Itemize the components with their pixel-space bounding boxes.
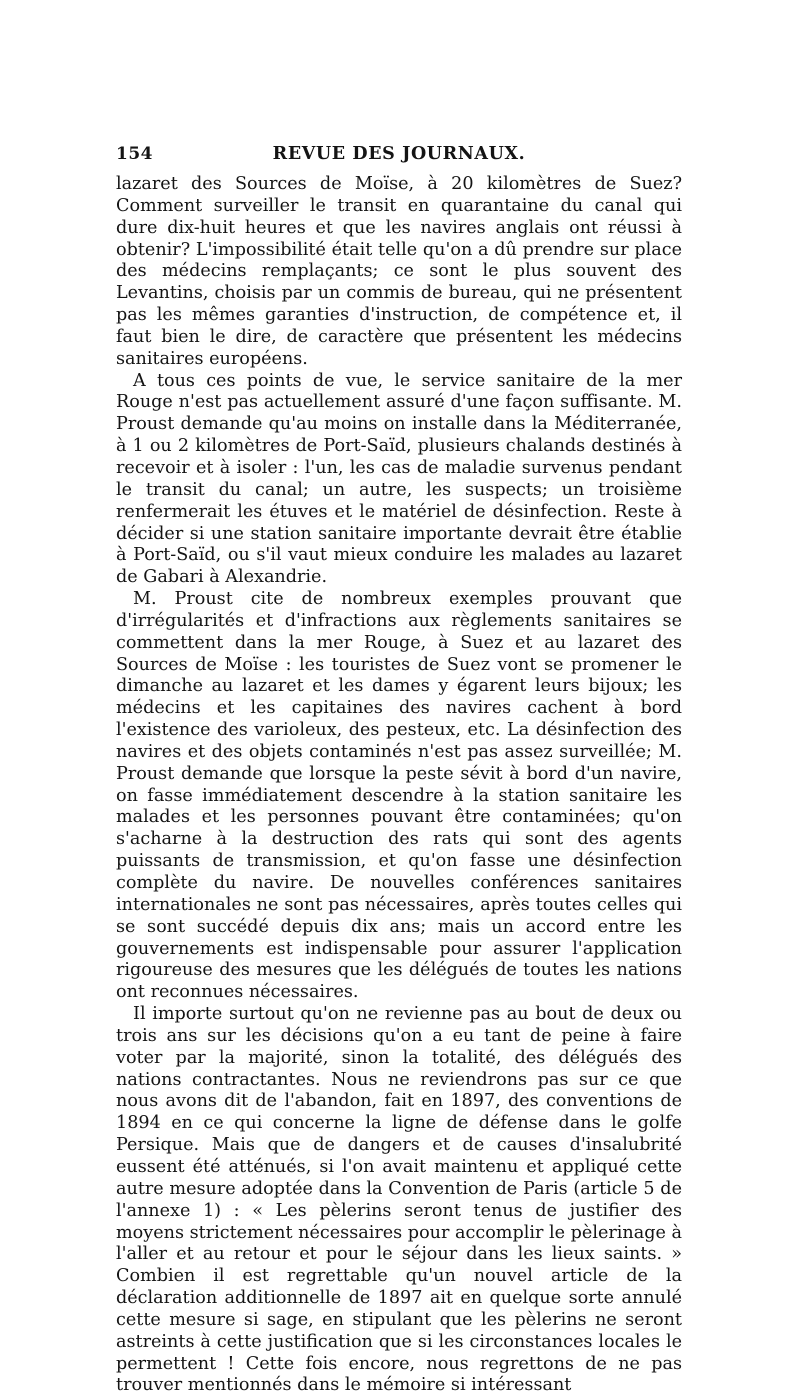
paragraph: M. Proust cite de nombreux exemples prouvant que d'irrégularités et d'infractions aux règlements sanitaires se commettent dans la mer Rouge, à Suez et au lazaret des Sources de Moïse : les touristes de Suez vont se promener le dimanche au lazaret et les dames y égarent leurs bijoux; les médecins et les capitaines des navires cachent à bord l'existence des varioleux, des pesteux, etc. La désinfection des navires et des objets contaminés n'est pas assez surveillée; M. Proust demande que lorsque la peste sévit à bord d'un navire, on fasse immédiatement descendre à la station sanitaire les malades et les personnes pouvant être contaminées; qu'on s'acharne à la destruction des rats qui sont des agents puissants de transmission, et qu'on fasse une désinfection complète du navire. De nouvelles conférences sanitaires internationales ne sont pas nécessaires, après toutes celles qui se sont succédé depuis dix ans; mais un accord entre les gouvernements est indispensable pour assurer l'application rigoureuse des mesures que les délégués de toutes les nations ont reconnues nécessaires.	[116, 589, 682, 1003]
paragraph: Il importe surtout qu'on ne revienne pas au bout de deux ou trois ans sur les décisions qu'on a eu tant de peine à faire voter par la majorité, sinon la totalité, des délégués des nations contractantes. Nous ne reviendrons pas sur ce que nous avons dit de l'abandon, fait en 1897, des conventions de 1894 en ce qui concerne la ligne de défense dans le golfe Persique. Mais que de dangers et de causes d'insalubrité eussent été atténués, si l'on avait maintenu et appliqué cette autre mesure adoptée dans la Convention de Paris (article 5 de l'annexe 1) : « Les pèlerins seront tenus de justifier des moyens strictement nécessaires pour accomplir le pèlerinage à l'aller et au retour et pour le séjour dans les lieux saints. » Combien il est regrettable qu'un nouvel article de la déclaration additionnelle de 1897 ait en quelque sorte annulé cette mesure si sage, en stipulant que les pèlerins ne seront astreints à cette justification que si les circonstances locales le permettent ! Cette fois encore, nous regrettons de ne pas trouver mentionnés dans le mémoire si intéressant	[116, 1004, 682, 1396]
paragraph-continuation: lazaret des Sources de Moïse, à 20 kilomètres de Suez? Comment surveiller le transit en quarantaine du canal qui dure dix-huit heures et que les navires anglais ont réussi à obtenir? L'impossibilité était telle qu'on a dû prendre sur place des médecins remplaçants; ce sont le plus souvent des Levantins, choisis par un commis de bureau, qui ne présentent pas les mêmes garanties d'instruction, de compétence et, il faut bien le dire, de caractère que présentent les médecins sanitaires européens.	[116, 174, 682, 369]
page-number: 154	[116, 144, 153, 164]
running-title: REVUE DES JOURNAUX.	[272, 144, 526, 164]
paragraph: A tous ces points de vue, le service sanitaire de la mer Rouge n'est pas actuellement assuré d'une façon suffisante. M. Proust demande qu'au moins on installe dans la Méditerranée, à 1 ou 2 kilomètres de Port-Saïd, plusieurs chalands destinés à recevoir et à isoler : l'un, les cas de maladie survenus pendant le transit du canal; un autre, les suspects; un troisième renfermerait les étuves et le matériel de désinfection. Reste à décider si une station sanitaire importante devrait être établie à Port-Saïd, ou s'il vaut mieux conduire les malades au lazaret de Gabari à Alexandrie.	[116, 370, 682, 588]
page-header	[116, 144, 682, 168]
article-body	[116, 174, 682, 1397]
